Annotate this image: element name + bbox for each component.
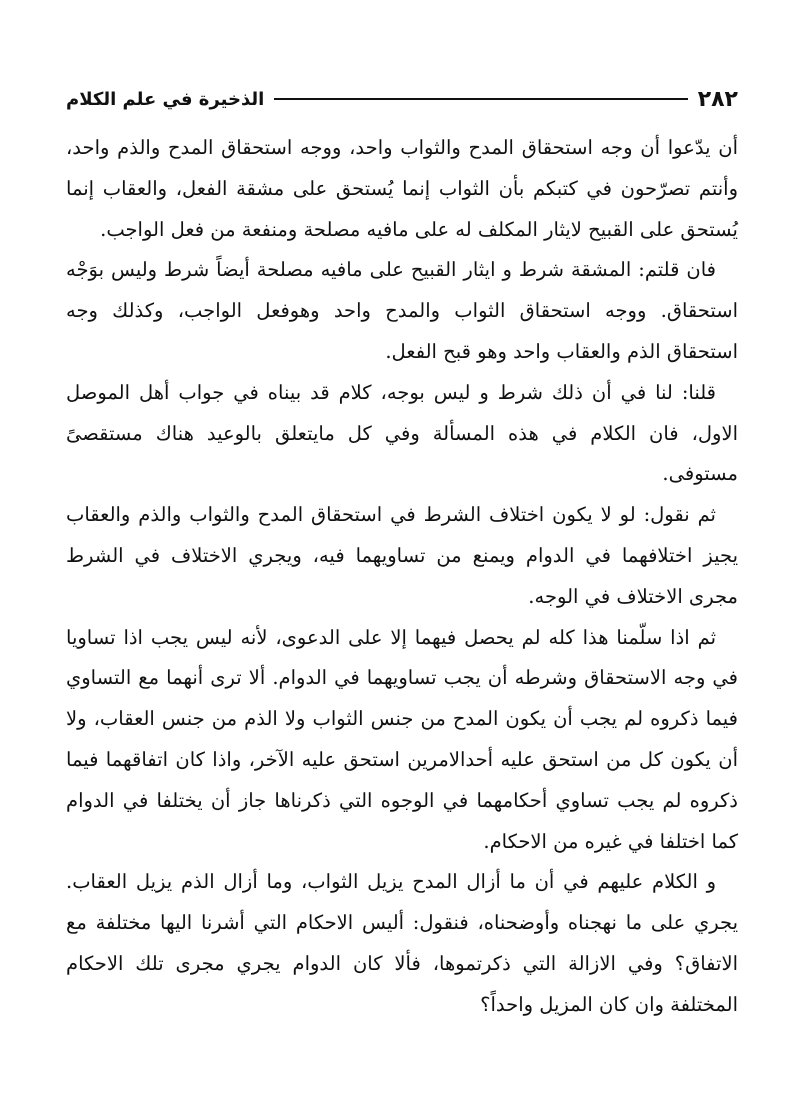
- paragraph: فان قلتم: المشقة شرط و ايثار القبيح على مافيه مصلحة أيضاً شرط وليس بوَجْه استحقاق. ووجه استحقاق الثواب والمدح واحد وهوفعل الواجب، وكذلك وجه استحقاق الذم والعقاب واحد وهو قبح الفعل.: [66, 258, 738, 363]
- page-header: [66, 84, 738, 114]
- header-rule: [274, 98, 687, 100]
- body-text: [66, 128, 738, 1026]
- paragraph: أن يدّعوا أن وجه استحقاق المدح والثواب واحد، ووجه استحقاق المدح والذم واحد، وأنتم تصرّحون في كتبكم بأن الثواب إنما يُستحق على مشقة الفعل، والعقاب إنما يُستحق على القبيح لايثار المكلف له على مافيه مصلحة ومنفعة من فعل الواجب.: [66, 136, 738, 241]
- paragraph: ثم نقول: لو لا يكون اختلاف الشرط في استحقاق المدح والثواب والذم والعقاب يجيز اختلافهما في الدوام ويمنع من تساويهما فيه، ويجري الاختلاف في الشرط مجرى الاختلاف في الوجه.: [66, 503, 738, 608]
- running-title: الذخيرة في علم الكلام: [66, 88, 265, 110]
- paragraph: و الكلام عليهم في أن ما أزال المدح يزيل الثواب، وما أزال الذم يزيل العقاب. يجري على ما نهجناه وأوضحناه، فنقول: أليس الاحكام التي أشرنا اليها مختلفة مع الاتفاق؟ وفي الازالة التي ذكرتموها، فألا كان الدوام يجري مجرى تلك الاحكام المختلفة وان كان المزيل واحداً؟: [66, 870, 738, 1016]
- paragraph: ثم اذا سلّمنا هذا كله لم يحصل فيهما إلا على الدعوى، لأنه ليس يجب اذا تساويا في وجه الاستحقاق وشرطه أن يجب تساويهما في الدوام. ألا ترى أنهما مع التساوي فيما ذكروه لم يجب أن يكون المدح من جنس الثواب ولا الذم من جنس العقاب، ولا أن يكون كل من استحق عليه أحدالامرين استحق عليه الآخر، واذا كان اتفاقهما فيما ذكروه لم يجب تساوي أحكامهما في الوجوه التي ذكرناها جاز أن يختلفا في الدوام كما اختلفا في غيره من الاحكام.: [66, 625, 738, 853]
- paragraph: قلنا: لنا في أن ذلك شرط و ليس بوجه، كلام قد بيناه في جواب أهل الموصل الاول، فان الكلام في هذه المسألة وفي كل مايتعلق بالوعيد هناك مستقصىً مستوفى.: [66, 380, 738, 486]
- page-number: ٢٨٢: [697, 86, 738, 112]
